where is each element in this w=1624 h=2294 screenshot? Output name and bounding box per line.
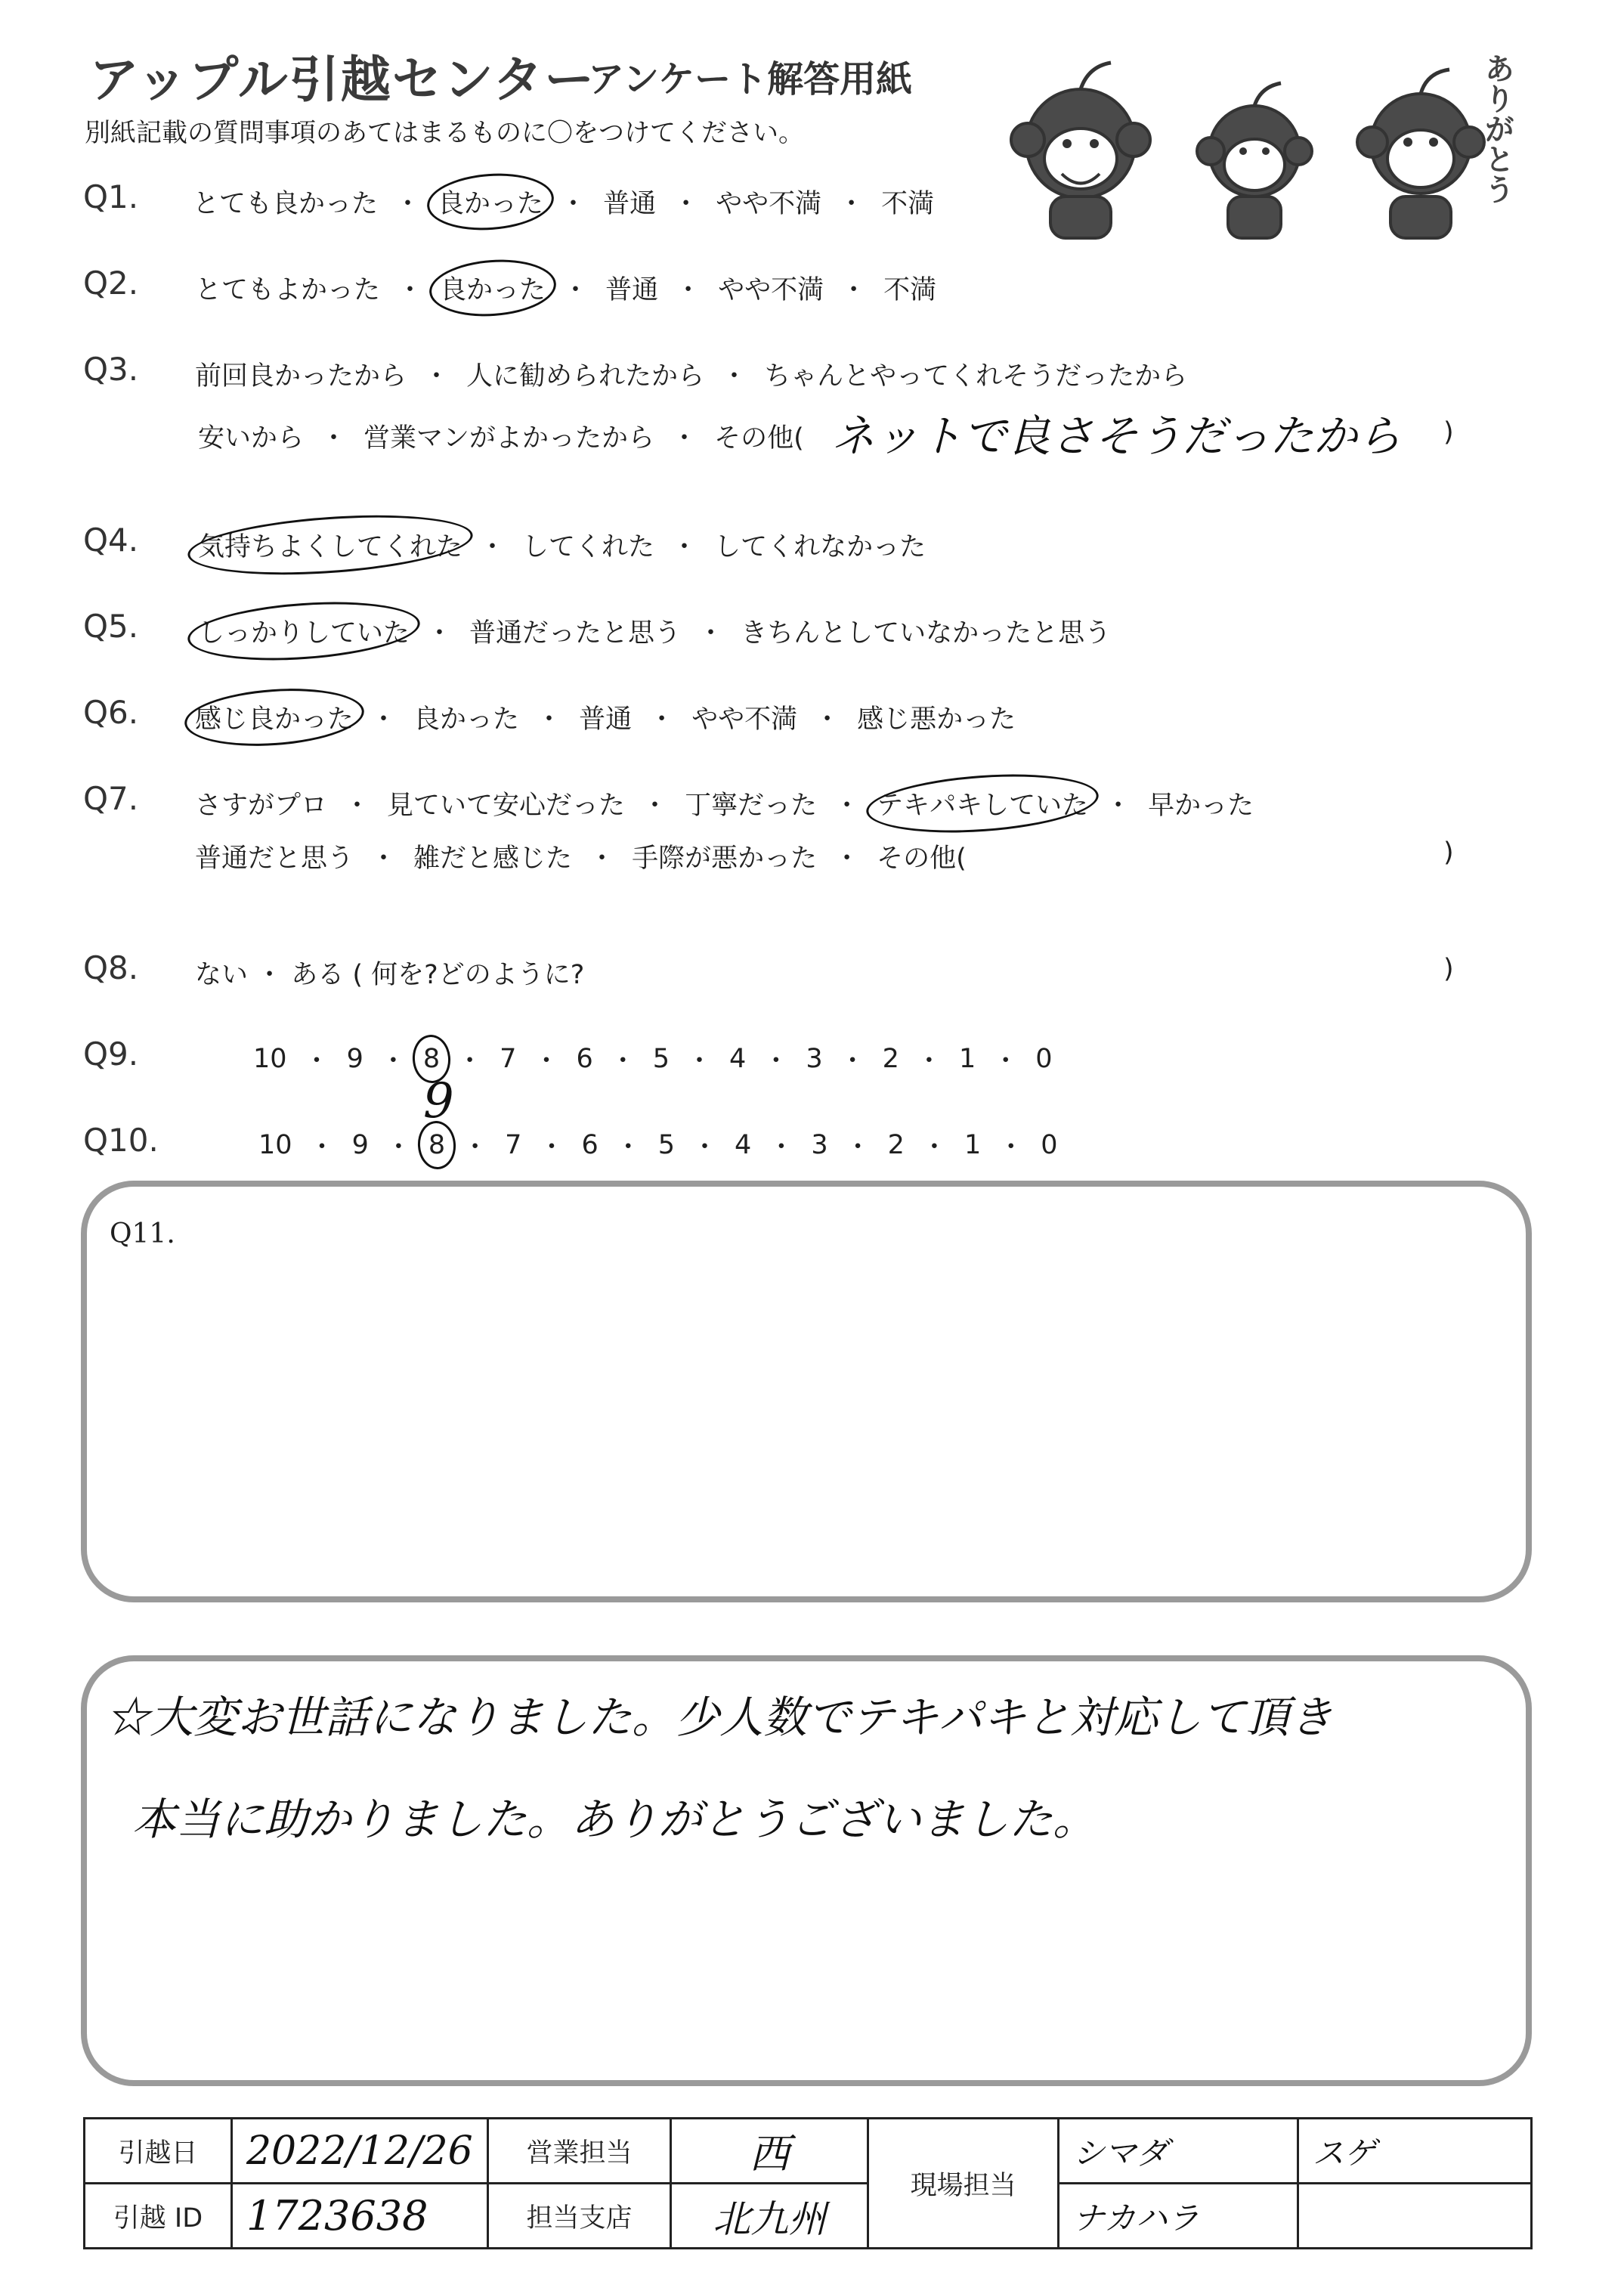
q1-option-5[interactable]: 不満 <box>881 189 935 219</box>
q7-label: Q7. <box>83 780 139 817</box>
q7-option-3[interactable]: 丁寧だった <box>685 791 818 821</box>
q3-option-1[interactable]: 前回良かったから <box>195 361 407 392</box>
q5-option-3[interactable]: きちんとしていなかったと思う <box>741 618 1112 649</box>
site-staff-label: 現場担当 <box>868 2119 1058 2249</box>
q10-score-9[interactable]: 9 <box>351 1130 369 1160</box>
q6-options: 感じ良かった ・ 良かった ・ 普通 ・ やや不満 ・ 感じ悪かった <box>195 698 1016 736</box>
branch-label: 担当支店 <box>487 2184 670 2249</box>
q7-option-4-selected[interactable]: テキパキしていた <box>877 785 1088 822</box>
q3-label: Q3. <box>83 351 139 388</box>
move-date-label: 引越日 <box>85 2119 232 2184</box>
q3-option-2[interactable]: 人に勧められたから <box>466 361 705 392</box>
site-staff-1[interactable]: シマダ <box>1072 2134 1168 2172</box>
q5-option-2[interactable]: 普通だったと思う <box>469 618 682 649</box>
instruction-text: 別紙記載の質問事項のあてはまるものに〇をつけてください。 <box>85 118 804 148</box>
q6-option-4[interactable]: やや不満 <box>691 704 798 735</box>
q7-options-line2: 普通だと思う ・ 雑だと感じた ・ 手際が悪かった ・ その他( <box>195 837 967 875</box>
q2-option-4[interactable]: やや不満 <box>718 275 824 305</box>
q9-score-7[interactable]: 7 <box>500 1044 517 1074</box>
q11-label: Q11. <box>110 1218 175 1249</box>
q10-score-0[interactable]: 0 <box>1041 1130 1058 1160</box>
q7-option-6[interactable]: 普通だと思う <box>195 844 354 874</box>
site-staff-2[interactable]: スゲ <box>1312 2134 1376 2172</box>
q10-score-2[interactable]: 2 <box>887 1130 905 1160</box>
q1-option-1[interactable]: とても良かった <box>193 189 379 219</box>
q3-option-5[interactable]: 営業マンがよかったから <box>363 423 655 454</box>
q8-label: Q8. <box>83 949 139 986</box>
q2-options: とてもよかった ・ 良かった ・ 普通 ・ やや不満 ・ 不満 <box>195 269 936 307</box>
q9-score-5[interactable]: 5 <box>652 1044 670 1074</box>
q9-scale: 10 ・ 9 ・ 8 ・ 7 ・ 6 ・ 5 ・ 4 ・ 3 ・ 2 ・ 1 ・ 0 <box>253 1044 1053 1076</box>
q9-score-1[interactable]: 1 <box>958 1044 976 1074</box>
q7-options-line1: さすがプロ ・ 見ていて安心だった ・ 丁寧だった ・ テキパキしていた ・ 早かった <box>195 785 1254 822</box>
q4-option-1-selected[interactable]: 気持ちよくしてくれた <box>198 526 462 564</box>
q11-answer-box[interactable] <box>81 1181 1532 1602</box>
q8-option-text[interactable]: ない ・ ある ( 何を?どのように? <box>195 960 585 990</box>
q8-close-paren: ) <box>1443 954 1454 984</box>
q7-option-8[interactable]: 手際が悪かった <box>632 844 818 874</box>
q5-options: しっかりしていた ・ 普通だったと思う ・ きちんとしていなかったと思う <box>198 612 1111 650</box>
q10-score-8-selected[interactable]: 8 <box>428 1130 446 1160</box>
q9-score-4[interactable]: 4 <box>729 1044 747 1074</box>
q3-options-line1: 前回良かったから ・ 人に勧められたから ・ ちゃんとやってくれそうだったから <box>195 355 1187 393</box>
move-info-table <box>83 2117 1533 2249</box>
q1-options: とても良かった ・ 良かった ・ 普通 ・ やや不満 ・ 不満 <box>193 183 934 221</box>
comment-line-2: 本当に助かりました。ありがとうございました。 <box>132 1794 1097 1845</box>
q3-other-answer[interactable]: ネットで良さそうだったから <box>831 410 1402 462</box>
q1-label: Q1. <box>83 178 139 215</box>
q9-score-6[interactable]: 6 <box>576 1044 593 1074</box>
q10-score-1[interactable]: 1 <box>964 1130 982 1160</box>
q5-label: Q5. <box>83 608 139 645</box>
q4-option-3[interactable]: してくれなかった <box>714 532 926 562</box>
move-id-label: 引越 ID <box>85 2184 232 2249</box>
q8-options <box>195 954 584 992</box>
q9-score-9[interactable]: 9 <box>346 1044 363 1074</box>
q6-option-3[interactable]: 普通 <box>579 704 633 735</box>
q1-option-3[interactable]: 普通 <box>603 189 657 219</box>
sales-rep-label: 営業担当 <box>487 2119 670 2184</box>
thanks-text: ありがとう <box>1480 53 1514 204</box>
q10-score-4[interactable]: 4 <box>735 1130 752 1160</box>
q10-score-6[interactable]: 6 <box>581 1130 599 1160</box>
q2-option-1[interactable]: とてもよかった <box>195 275 381 305</box>
q2-option-2-selected[interactable]: 良かった <box>440 269 546 307</box>
q10-label: Q10. <box>83 1122 159 1159</box>
q9-score-8-selected[interactable]: 8 <box>422 1044 441 1074</box>
q2-option-3[interactable]: 普通 <box>605 275 659 305</box>
q7-option-5[interactable]: 早かった <box>1148 791 1254 821</box>
q3-close-paren: ) <box>1443 417 1454 447</box>
q4-option-2[interactable]: してくれた <box>522 532 655 562</box>
q9-score-2[interactable]: 2 <box>882 1044 899 1074</box>
q9-score-3[interactable]: 3 <box>806 1044 823 1074</box>
q3-option-4[interactable]: 安いから <box>198 423 305 454</box>
q6-option-5[interactable]: 感じ悪かった <box>857 704 1016 735</box>
q10-score-5[interactable]: 5 <box>657 1130 676 1160</box>
sales-rep-value[interactable]: 西 <box>749 2130 790 2178</box>
q1-option-4[interactable]: やや不満 <box>716 189 822 219</box>
q3-options-line2: 安いから ・ 営業マンがよかったから ・ その他( <box>198 417 804 455</box>
q10-score-10[interactable]: 10 <box>258 1130 292 1160</box>
form-title: アンケート解答用紙 <box>588 58 913 101</box>
q10-handwritten-number: 9 <box>423 1073 454 1129</box>
site-staff-3[interactable]: ナカハラ <box>1072 2199 1199 2237</box>
move-date-value[interactable]: 2022/12/26 <box>246 2128 473 2174</box>
q7-option-7[interactable]: 雑だと感じた <box>413 844 573 874</box>
q7-option-other[interactable]: その他( <box>877 844 967 874</box>
q4-options: 気持ちよくしてくれた ・ してくれた ・ してくれなかった <box>198 526 926 564</box>
q10-score-7[interactable]: 7 <box>505 1130 522 1160</box>
q5-option-1-selected[interactable]: しっかりしていた <box>198 612 410 650</box>
q3-option-3[interactable]: ちゃんとやってくれそうだったから <box>764 361 1188 392</box>
mascot-illustration <box>998 45 1527 242</box>
q9-score-10[interactable]: 10 <box>253 1044 287 1074</box>
q9-label: Q9. <box>83 1036 139 1073</box>
company-name: アップル引越センター <box>89 51 596 109</box>
q9-score-0[interactable]: 0 <box>1035 1044 1053 1074</box>
q2-option-5[interactable]: 不満 <box>883 275 937 305</box>
q10-scale: 10 ・ 9 ・ 8 ・ 7 ・ 6 ・ 5 ・ 4 ・ 3 ・ 2 ・ 1 ・ 0 <box>258 1130 1058 1162</box>
q6-option-1-selected[interactable]: 感じ良かった <box>195 698 354 736</box>
branch-value[interactable]: 北九州 <box>713 2196 827 2241</box>
q6-label: Q6. <box>83 694 139 731</box>
q3-option-other[interactable]: その他( <box>714 423 804 454</box>
q7-option-2[interactable]: 見ていて安心だった <box>387 791 626 821</box>
q1-option-2-selected[interactable]: 良かった <box>438 183 543 221</box>
comment-line-1: ☆大変お世話になりました。少人数でテキパキと対応して頂き <box>106 1692 1334 1743</box>
q7-close-paren: ) <box>1443 837 1454 868</box>
q10-score-3[interactable]: 3 <box>811 1130 828 1160</box>
move-id-value[interactable]: 1723638 <box>246 2192 428 2240</box>
q2-label: Q2. <box>83 265 139 302</box>
q7-option-1[interactable]: さすがプロ <box>195 791 328 821</box>
q6-option-2[interactable]: 良かった <box>413 704 520 735</box>
q4-label: Q4. <box>83 522 139 559</box>
